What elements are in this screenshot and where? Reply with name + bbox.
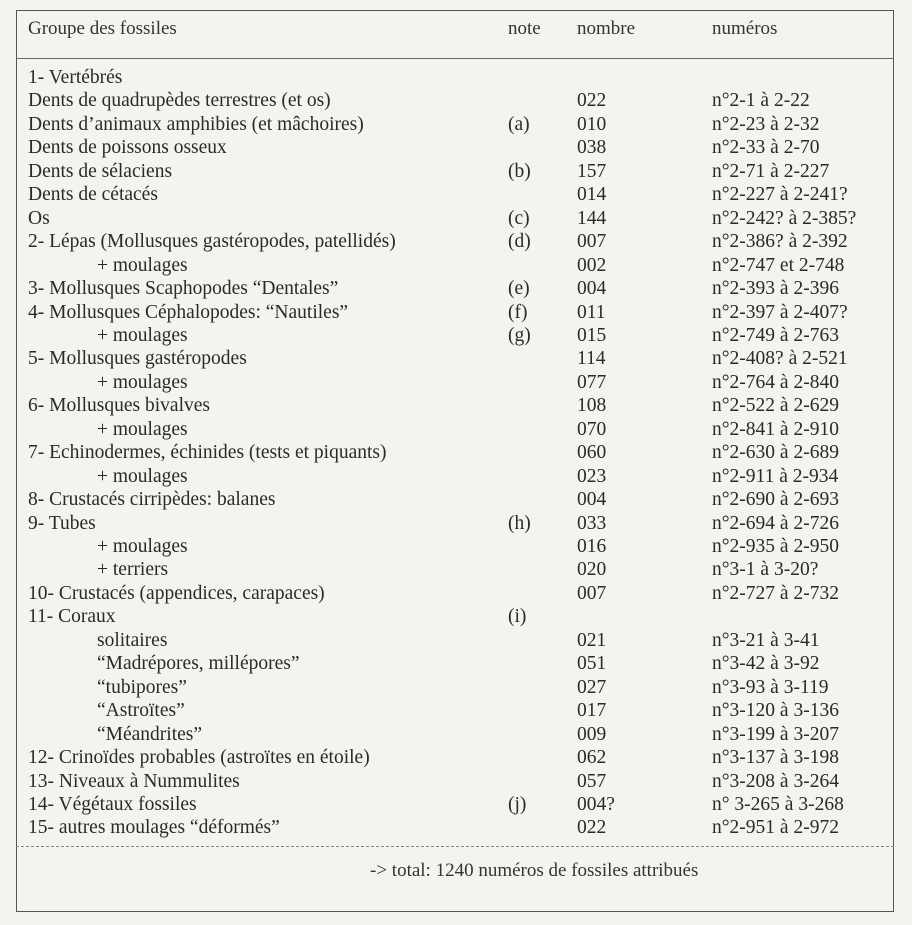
row-group: 13- Niveaux à Nummulites [28, 770, 240, 792]
row-nombre: 022 [577, 817, 607, 839]
header-nombre: nombre [577, 18, 636, 39]
row-numeros: n°3-21 à 3-41 [712, 629, 820, 651]
row-nombre: 010 [577, 113, 607, 135]
row-numeros: n°3-1 à 3-20? [712, 559, 819, 581]
table-row [0, 629, 912, 653]
row-numeros: n°2-33 à 2-70 [712, 137, 820, 159]
row-nombre: 004? [577, 793, 615, 815]
row-group: 14- Végétaux fossiles [28, 793, 197, 815]
table-row [0, 441, 912, 465]
row-nombre: 157 [577, 160, 607, 182]
row-nombre: 011 [577, 301, 606, 323]
row-nombre: 004 [577, 489, 607, 511]
row-group: “Méandrites” [97, 723, 203, 745]
row-group: 4- Mollusques Céphalopodes: “Nautiles” [28, 301, 349, 323]
table-row [0, 488, 912, 512]
row-note: (a) [508, 113, 530, 135]
row-group: 6- Mollusques bivalves [28, 395, 210, 417]
table-row [0, 230, 912, 254]
row-note: (i) [508, 606, 527, 628]
row-group: + moulages [97, 418, 188, 440]
table-row [0, 558, 912, 582]
table-row [0, 793, 912, 817]
table-row [0, 699, 912, 723]
row-numeros: n°2-386? à 2-392 [712, 231, 848, 253]
row-group: Dents de poissons osseux [28, 137, 227, 159]
row-numeros: n°2-242? à 2-385? [712, 207, 857, 229]
row-nombre: 017 [577, 700, 607, 722]
row-numeros: n°3-42 à 3-92 [712, 653, 820, 675]
table-row [0, 394, 912, 418]
row-nombre: 007 [577, 582, 607, 604]
row-note: (b) [508, 160, 531, 182]
row-group: 7- Echinodermes, échinides (tests et piquants) [28, 442, 387, 464]
row-nombre: 020 [577, 559, 607, 581]
table-row [0, 816, 912, 840]
row-nombre: 070 [577, 418, 607, 440]
row-nombre: 038 [577, 137, 607, 159]
row-numeros: n°2-23 à 2-32 [712, 113, 820, 135]
row-nombre: 002 [577, 254, 607, 276]
row-note: (c) [508, 207, 530, 229]
row-group: + terriers [97, 559, 169, 581]
row-group: 12- Crinoïdes probables (astroïtes en étoile) [28, 747, 370, 769]
row-note: (g) [508, 324, 531, 346]
table-row [0, 371, 912, 395]
table-row [0, 113, 912, 137]
row-nombre: 004 [577, 278, 607, 300]
row-group: + moulages [97, 324, 188, 346]
row-group: + moulages [97, 371, 188, 393]
row-nombre: 022 [577, 90, 607, 112]
header-numeros: numéros [712, 18, 778, 39]
total-summary: -> total: 1240 numéros de fossiles attribués [370, 860, 699, 881]
table-row [0, 465, 912, 489]
total-divider [16, 846, 894, 847]
row-nombre: 144 [577, 207, 607, 229]
table-row [0, 207, 912, 231]
row-numeros: n°2-1 à 2-22 [712, 90, 810, 112]
row-nombre: 015 [577, 324, 607, 346]
row-group: solitaires [97, 629, 168, 651]
row-nombre: 014 [577, 184, 607, 206]
row-numeros: n°2-764 à 2-840 [712, 371, 839, 393]
row-nombre: 033 [577, 512, 607, 534]
row-numeros: n°3-199 à 3-207 [712, 723, 839, 745]
row-nombre: 062 [577, 747, 607, 769]
row-nombre: 007 [577, 231, 607, 253]
row-nombre: 023 [577, 465, 607, 487]
row-group: “Madrépores, millépores” [97, 653, 300, 675]
row-numeros: n°2-690 à 2-693 [712, 489, 839, 511]
row-nombre: 114 [577, 348, 606, 370]
row-numeros: n°2-71 à 2-227 [712, 160, 830, 182]
row-numeros: n°2-408? à 2-521 [712, 348, 848, 370]
table-row [0, 254, 912, 278]
row-note: (j) [508, 793, 527, 815]
row-numeros: n°2-694 à 2-726 [712, 512, 839, 534]
row-numeros: n°2-951 à 2-972 [712, 817, 839, 839]
row-group: + moulages [97, 465, 188, 487]
row-group: 1- Vertébrés [28, 67, 123, 88]
row-group: 11- Coraux [28, 606, 116, 628]
row-note: (e) [508, 278, 530, 300]
row-numeros: n°3-208 à 3-264 [712, 770, 839, 792]
row-nombre: 057 [577, 770, 607, 792]
row-group: 15- autres moulages “déformés” [28, 817, 280, 839]
row-numeros: n°2-841 à 2-910 [712, 418, 839, 440]
row-group: 9- Tubes [28, 512, 96, 534]
row-numeros: n°2-630 à 2-689 [712, 442, 839, 464]
table-row [0, 347, 912, 371]
table-row [0, 582, 912, 606]
table-row [0, 535, 912, 559]
row-nombre: 016 [577, 536, 607, 557]
table-row [0, 160, 912, 184]
table-row [0, 723, 912, 747]
row-nombre: 108 [577, 395, 607, 417]
table-row [0, 676, 912, 700]
row-group: 2- Lépas (Mollusques gastéropodes, patellidés) [28, 231, 396, 253]
header-note: note [508, 18, 541, 39]
row-note: (d) [508, 231, 531, 253]
table-row [0, 746, 912, 770]
row-group: Dents de quadrupèdes terrestres (et os) [28, 90, 331, 112]
row-group: 3- Mollusques Scaphopodes “Dentales” [28, 278, 339, 300]
row-group: “Astroïtes” [97, 700, 185, 722]
row-numeros: n°2-522 à 2-629 [712, 395, 839, 417]
row-nombre: 077 [577, 371, 607, 393]
row-group: 8- Crustacés cirripèdes: balanes [28, 489, 276, 511]
row-group: + moulages [97, 536, 188, 557]
table-row [0, 277, 912, 301]
row-numeros: n°2-749 à 2-763 [712, 324, 839, 346]
row-group: 5- Mollusques gastéropodes [28, 348, 247, 370]
row-numeros: n°3-93 à 3-119 [712, 676, 829, 698]
table-row [0, 301, 912, 325]
row-group: Dents d’animaux amphibies (et mâchoires) [28, 113, 364, 135]
table-row [0, 66, 912, 90]
row-nombre: 051 [577, 653, 607, 675]
row-group: + moulages [97, 254, 188, 276]
table-row [0, 418, 912, 442]
table-row [0, 89, 912, 113]
row-nombre: 027 [577, 676, 607, 698]
table-row [0, 512, 912, 536]
row-numeros: n° 3-265 à 3-268 [712, 793, 844, 815]
row-numeros: n°2-397 à 2-407? [712, 301, 848, 323]
row-group: Os [28, 207, 50, 229]
row-nombre: 009 [577, 723, 607, 745]
row-numeros: n°2-935 à 2-950 [712, 536, 839, 557]
row-group: 10- Crustacés (appendices, carapaces) [28, 582, 325, 604]
row-numeros: n°2-727 à 2-732 [712, 582, 839, 604]
row-numeros: n°3-137 à 3-198 [712, 747, 839, 769]
row-numeros: n°2-747 et 2-748 [712, 254, 845, 276]
row-numeros: n°2-227 à 2-241? [712, 184, 848, 206]
row-group: Dents de cétacés [28, 184, 158, 206]
row-group: “tubipores” [97, 676, 187, 698]
table-row [0, 183, 912, 207]
row-note: (h) [508, 512, 531, 534]
header-divider [16, 58, 894, 59]
row-numeros: n°2-393 à 2-396 [712, 278, 839, 300]
table-row [0, 136, 912, 160]
row-nombre: 021 [577, 629, 607, 651]
table-row [0, 324, 912, 348]
row-group: Dents de sélaciens [28, 160, 173, 182]
table-row [0, 605, 912, 629]
row-nombre: 060 [577, 442, 607, 464]
header-group: Groupe des fossiles [28, 18, 177, 39]
row-note: (f) [508, 301, 528, 323]
row-numeros: n°2-911 à 2-934 [712, 465, 839, 487]
row-numeros: n°3-120 à 3-136 [712, 700, 839, 722]
table-row [0, 652, 912, 676]
table-row [0, 770, 912, 794]
